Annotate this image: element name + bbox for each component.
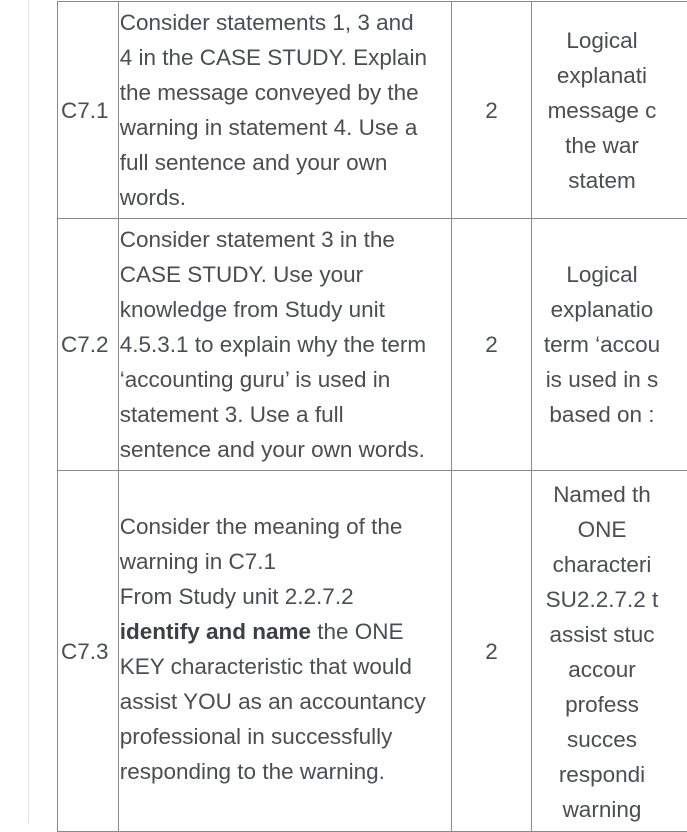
text-line: Logical [531, 23, 687, 58]
text-line: assist stuc [531, 617, 687, 652]
text-line: warning [531, 792, 687, 827]
text-line: knowledge from Study unit [120, 292, 451, 327]
text-fragment: the ONE [311, 619, 404, 644]
text-line: words. [120, 180, 451, 215]
text-line: Named th [531, 477, 687, 512]
marks: 2 [451, 219, 531, 471]
text-line: the message conveyed by the [120, 75, 451, 110]
question-id: C7.3 [58, 471, 119, 832]
text-line: explanati [531, 58, 687, 93]
question-text [118, 471, 451, 832]
text-line: respondi [531, 757, 687, 792]
text-line: the war [531, 128, 687, 163]
text-line: ONE [531, 512, 687, 547]
text-line: succes [531, 722, 687, 757]
text-line: Consider statement 3 in the [120, 222, 451, 257]
text-line: characteri [531, 547, 687, 582]
text-line: Consider statements 1, 3 and [120, 5, 451, 40]
text-line [120, 614, 451, 649]
text-line: sentence and your own words. [120, 432, 451, 467]
text-line: SU2.2.7.2 t [531, 582, 687, 617]
marks: 2 [451, 2, 531, 219]
text-line: statem [531, 163, 687, 198]
text-line: profess [531, 687, 687, 722]
text-line: KEY characteristic that would [120, 649, 451, 684]
text-line: full sentence and your own [120, 145, 451, 180]
text-line: message c [531, 93, 687, 128]
memo-text [531, 219, 687, 471]
marks: 2 [451, 471, 531, 832]
table-row [58, 471, 687, 832]
question-id: C7.1 [58, 2, 119, 219]
bold-instruction: identify and name [120, 619, 311, 644]
text-line: Consider the meaning of the [120, 509, 451, 544]
table-row [58, 2, 687, 219]
page-margin-line [28, 0, 29, 823]
assessment-table [57, 1, 687, 832]
text-line: warning in C7.1 [120, 544, 451, 579]
text-line: statement 3. Use a full [120, 397, 451, 432]
question-id: C7.2 [58, 219, 119, 471]
text-line: 4 in the CASE STUDY. Explain [120, 40, 451, 75]
table-row [58, 219, 687, 471]
text-line: warning in statement 4. Use a [120, 110, 451, 145]
text-line: accour [531, 652, 687, 687]
memo-text [531, 471, 687, 832]
text-line: From Study unit 2.2.7.2 [120, 579, 451, 614]
question-text [118, 219, 451, 471]
text-line: term ‘accou [531, 327, 687, 362]
text-line: explanatio [531, 292, 687, 327]
question-text [118, 2, 451, 219]
text-line: based on : [531, 397, 687, 432]
text-line: CASE STUDY. Use your [120, 257, 451, 292]
text-line: 4.5.3.1 to explain why the term [120, 327, 451, 362]
text-line: assist YOU as an accountancy [120, 684, 451, 719]
memo-text [531, 2, 687, 219]
text-line: is used in s [531, 362, 687, 397]
text-line: professional in successfully [120, 719, 451, 754]
text-line: responding to the warning. [120, 754, 451, 789]
text-line: ‘accounting guru’ is used in [120, 362, 451, 397]
text-line: Logical [531, 257, 687, 292]
